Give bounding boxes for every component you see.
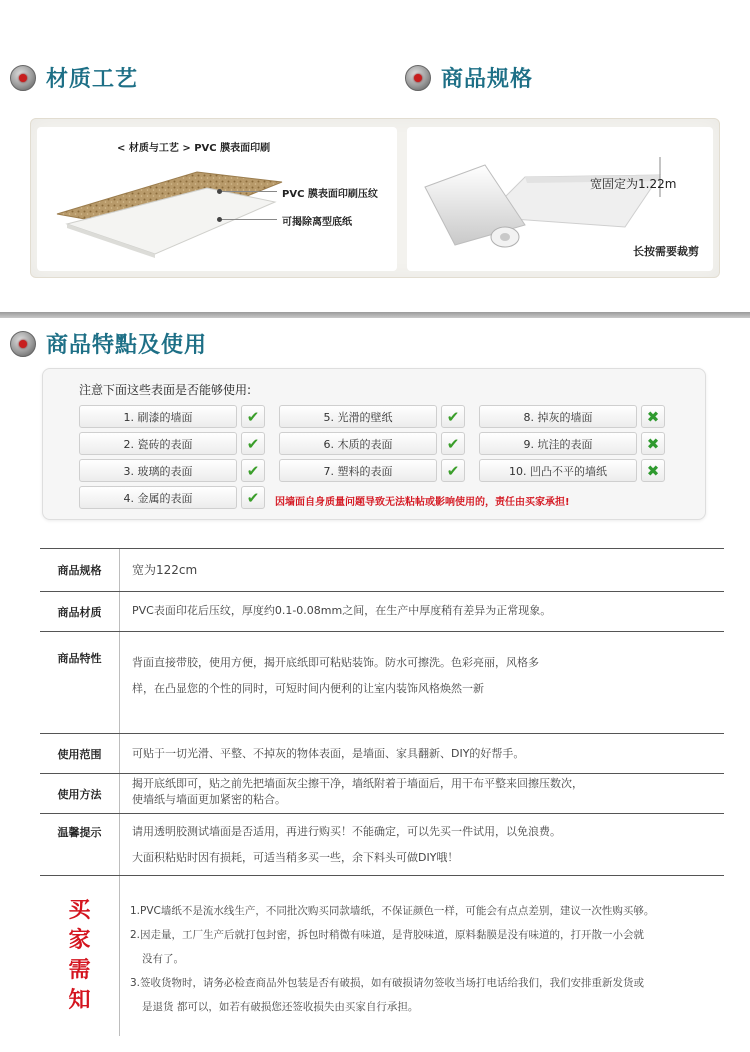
surface-item: 3. 玻璃的表面 xyxy=(79,459,237,482)
check-icon: ✔ xyxy=(241,486,265,509)
row-key: 使用范围 xyxy=(40,734,120,773)
row-key: 商品特性 xyxy=(40,632,120,733)
notice-char: 知 xyxy=(68,988,91,1013)
notice-char: 买 xyxy=(68,898,91,923)
material-panel xyxy=(37,127,397,271)
heading-spec: 商品规格 xyxy=(441,67,534,92)
row-value: PVC表面印花后压纹，厚度约0.1-0.08mm之间，在生产中厚度稍有差异为正常现象。 xyxy=(132,604,552,617)
target-icon xyxy=(10,65,36,91)
check-icon: ✔ xyxy=(441,405,465,428)
target-icon xyxy=(405,65,431,91)
row-value-line: 揭开底纸即可，贴之前先把墙面灰尘擦干净，墙纸附着于墙面后，用干布平整来回擦压数次， xyxy=(132,777,583,790)
row-value-line: 样，在凸显您的个性的同时，可短时间内便利的让室内装饰风格焕然一新 xyxy=(132,682,484,695)
material-spec-panel xyxy=(30,118,720,278)
surface-item: 4. 金属的表面 xyxy=(79,486,237,509)
surface-intro: 注意下面这些表面是否能够使用: xyxy=(79,383,252,397)
row-value: 宽为122cm xyxy=(132,563,198,577)
row-value-line: 背面直接带胶，使用方便，揭开底纸即可粘贴装饰。防水可擦洗。色彩亮丽，风格多 xyxy=(132,656,539,669)
table-row xyxy=(40,774,724,814)
notice-line: 没有了。 xyxy=(142,953,184,965)
surface-check-box xyxy=(42,368,706,520)
surface-item: 1. 刷漆的墙面 xyxy=(79,405,237,428)
film-layers-illustration xyxy=(47,162,287,267)
section-heading-material xyxy=(10,62,138,93)
notice-line: 1.PVC墙纸不是流水线生产，不同批次购买同款墙纸，不保证颜色一样，可能会有点点差别，建议一次性购买够。 xyxy=(130,905,655,917)
check-icon: ✔ xyxy=(441,432,465,455)
label-backing-paper: 可揭除离型底纸 xyxy=(282,217,352,228)
heading-material: 材质工艺 xyxy=(46,67,139,92)
notice-line: 3.签收货物时，请务必检查商品外包装是否有破损，如有破损请勿签收当场打电话给我们，我们安排重新发货或 xyxy=(130,977,645,989)
label-length: 长按需要裁剪 xyxy=(633,245,699,258)
table-row xyxy=(40,814,724,876)
surface-warning: 因墙面自身质量问题导致无法粘帖或影响使用的，责任由买家承担! xyxy=(275,497,570,508)
cross-icon: ✖ xyxy=(641,432,665,455)
notice-line: 2.因走量，工厂生产后就打包封密，拆包时稍微有味道，是背胶味道，原料黏膜是没有味道的，打开散一小会就 xyxy=(130,929,645,941)
surface-item: 2. 瓷砖的表面 xyxy=(79,432,237,455)
target-icon xyxy=(10,331,36,357)
row-key: 使用方法 xyxy=(40,774,120,813)
table-row xyxy=(40,734,724,774)
table-row xyxy=(40,592,724,632)
surface-item: 8. 掉灰的墙面 xyxy=(479,405,637,428)
check-icon: ✔ xyxy=(441,459,465,482)
table-row xyxy=(40,549,724,592)
section-divider xyxy=(0,312,750,318)
surface-item: 6. 木质的表面 xyxy=(279,432,437,455)
notice-side-label xyxy=(40,876,120,1036)
label-width: 宽固定为1.22m xyxy=(590,177,677,191)
surface-item: 9. 坑洼的表面 xyxy=(479,432,637,455)
row-key: 商品材质 xyxy=(40,592,120,631)
row-value-line: 请用透明胶测试墙面是否适用，再进行购买！不能确定，可以先买一件试用，以免浪费。 xyxy=(132,825,561,838)
notice-char: 需 xyxy=(68,958,91,983)
heading-features: 商品特點及使用 xyxy=(46,333,208,358)
row-value-line: 使墙纸与墙面更加紧密的粘合。 xyxy=(132,793,286,806)
cross-icon: ✖ xyxy=(641,405,665,428)
notice-text xyxy=(130,902,742,1016)
row-value: 可贴于一切光滑、平整、不掉灰的物体表面，是墙面、家具翻新、DIY的好帮手。 xyxy=(132,747,525,760)
row-key: 温馨提示 xyxy=(40,814,120,875)
surface-item: 5. 光滑的壁纸 xyxy=(279,405,437,428)
surface-item: 10. 凹凸不平的墙纸 xyxy=(479,459,637,482)
notice-line: 是退货 都可以，如若有破损您还签收损失由买家自行承担。 xyxy=(142,1001,419,1013)
table-row xyxy=(40,632,724,734)
section-heading-features xyxy=(10,328,207,359)
surface-item: 7. 塑料的表面 xyxy=(279,459,437,482)
cross-icon: ✖ xyxy=(641,459,665,482)
row-key: 商品规格 xyxy=(40,549,120,591)
check-icon: ✔ xyxy=(241,405,265,428)
notice-char: 家 xyxy=(68,928,91,953)
spec-panel xyxy=(407,127,713,271)
section-heading-spec xyxy=(405,62,533,93)
check-icon: ✔ xyxy=(241,432,265,455)
row-value-line: 大面积粘贴时因有损耗，可适当稍多买一些，余下料头可做DIY哦！ xyxy=(132,851,459,864)
material-caption: < 材质与工艺 > PVC 膜表面印刷 xyxy=(117,143,271,154)
check-icon: ✔ xyxy=(241,459,265,482)
label-pvc-print: PVC 膜表面印刷压纹 xyxy=(282,189,378,200)
